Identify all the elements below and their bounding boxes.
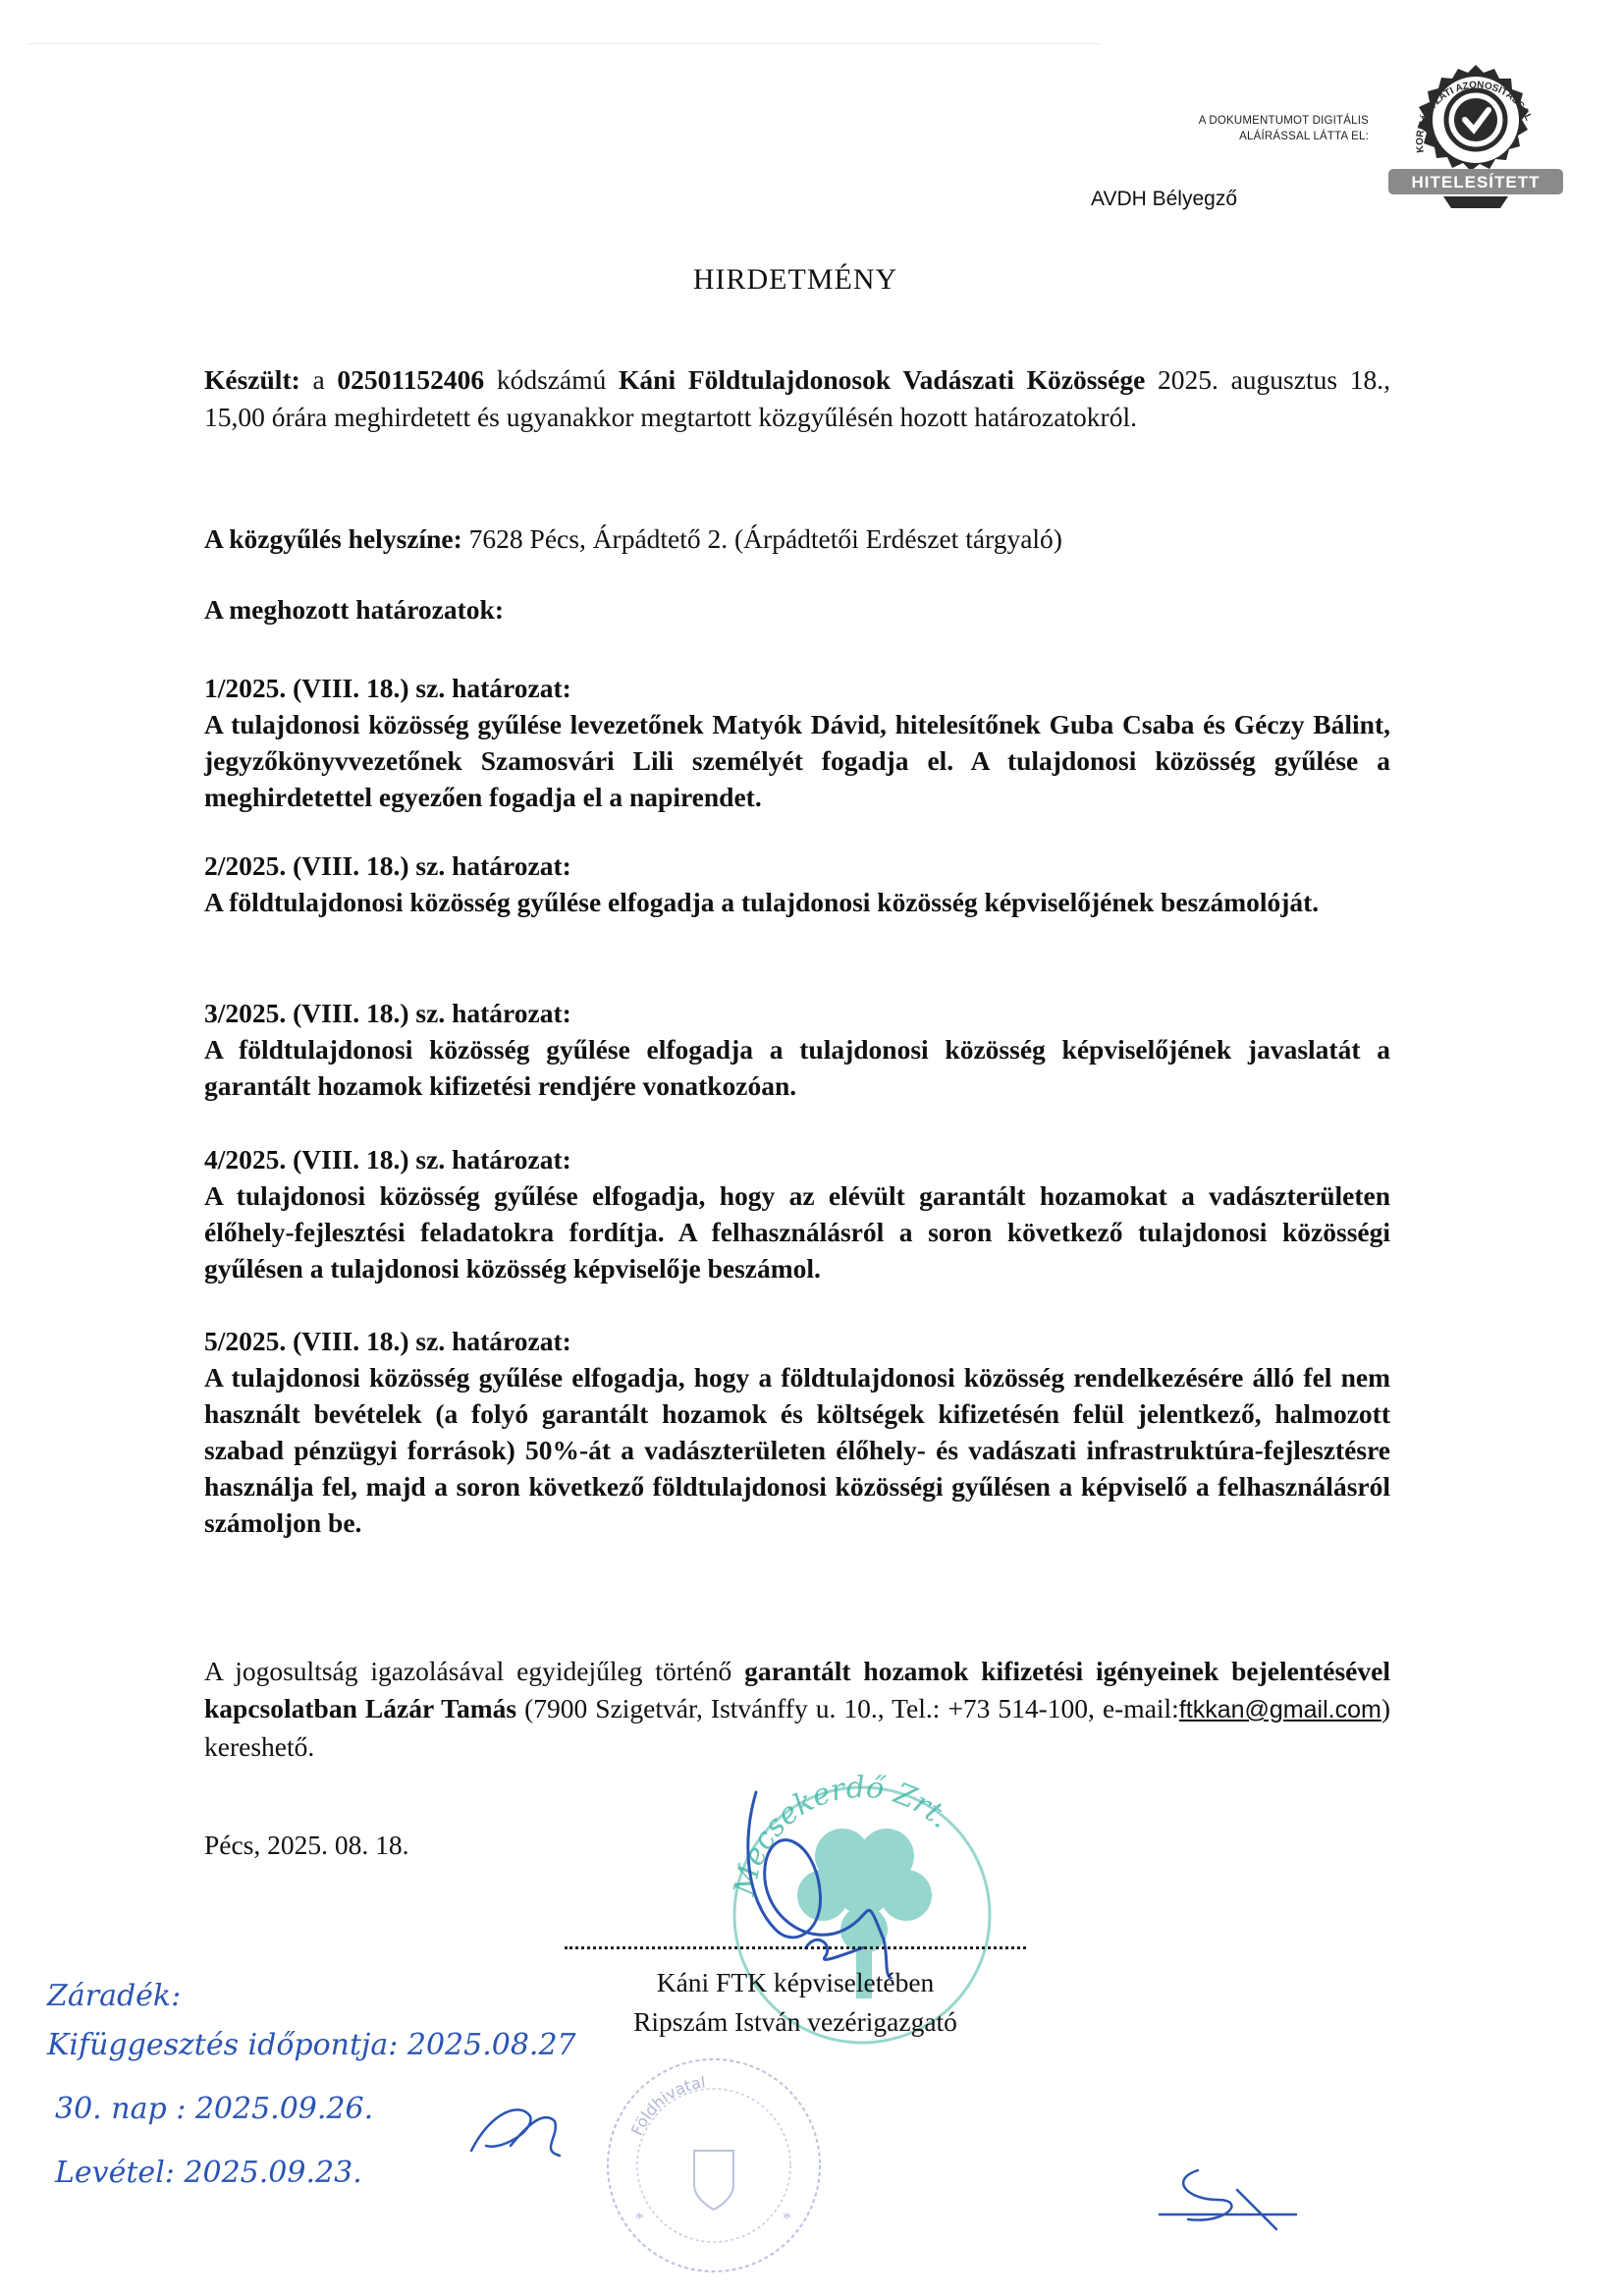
company-stamp-text: Mecsekerdő Zrt. [727,1770,958,1899]
signatory-name: Ripszám István vezérigazgató [633,2006,957,2037]
office-stamp-text: Földhivatal [626,2072,707,2139]
handwritten-note-removed: Levétel: 2025.09.23. [55,2156,362,2190]
resolution-title: 3/2025. (VIII. 18.) sz. határozat: [204,998,571,1028]
resolution-text: A földtulajdonosi közösség gyűlése elfogadja a tulajdonosi közösség képviselőjének beszámolóját. [204,887,1320,917]
resolution-text: A tulajdonosi közösség gyűlése levezetőnek Matyók Dávid, hitelesítőnek Guba Csaba és Géczy Bálint, jegyzőkönyvvezetőnek Szamosvári Lili személyét fogadja el. A tulajdonosi közösség gyűlése a meghirdetettel egyezően fogadja el a napirendet. [204,709,1390,812]
contact-part1: A jogosultság igazolásával egyidejűleg történő [204,1656,732,1686]
signature-dotted-line [565,1946,1026,1949]
svg-text:*: * [783,2209,791,2228]
contact-part2: (7900 Szigetvár, Istvánffy u. 10., Tel.: +73 514-100, e-mail: [524,1693,1179,1723]
handwritten-signature-icon [736,1782,903,1979]
caption-line-2: ALÁÍRÁSSAL LÁTTA EL: [1239,131,1369,142]
caption-line-1: A DOKUMENTUMOT DIGITÁLIS [1198,115,1369,127]
resolution-1 [204,670,1390,815]
scan-edge-line [29,43,1100,44]
document-title: HIRDETMÉNY [692,263,898,296]
government-authentication-seal-icon [1382,59,1569,226]
seal-banner-text: HITELESÍTETT [1411,173,1541,191]
intro-kodszamu: kódszámú [496,364,607,395]
contact-bold: garantált hozamok kifizetési igényeinek bejelentésével kapcsolatban Lázár Tamás [204,1656,1390,1723]
resolution-title: 4/2025. (VIII. 18.) sz. határozat: [204,1144,571,1175]
resolution-text: A tulajdonosi közösség gyűlése elfogadja, hogy az elévült garantált hozamokat a vadászterületen élőhely-fejlesztési feladatokra fordítja. A felhasználásról a soron következő tulajdonosi közösségi gyűlésen a tulajdonosi közösség képviselője beszámol. [204,1180,1390,1284]
venue-value: 7628 Pécs, Árpádtető 2. (Árpádtetői Erdészet tárgyaló) [468,523,1062,554]
svg-text:*: * [635,2209,644,2228]
signatory-role: Káni FTK képviseletében [656,1967,935,1997]
handwritten-note-posted: Kifüggesztés időpontja: 2025.08.27 [47,2028,576,2062]
intro-code: 02501152406 [337,364,485,395]
venue-paragraph [204,520,1390,558]
handwritten-initials-icon [461,2092,569,2170]
place-and-date: Pécs, 2025. 08. 18. [204,1830,409,1860]
avdh-stamp-label: AVDH Bélyegző [1091,188,1238,210]
contact-paragraph [204,1653,1390,1766]
intro-paragraph [204,361,1390,436]
svg-text:Földhivatal [627,2072,707,2138]
bottom-right-initials-icon [1159,2160,1306,2239]
handwritten-note-30-days: 30. nap : 2025.09.26. [55,2092,374,2126]
intro-community: Káni Földtulajdonosok Vadászati Közössége [619,364,1146,395]
handwritten-note-heading: Záradék: [47,1979,182,2013]
resolution-5 [204,1323,1390,1541]
contact-email-link[interactable]: ftkkan@gmail.com [1178,1696,1381,1723]
resolutions-heading [204,591,1390,629]
resolution-text: A tulajdonosi közösség gyűlése elfogadja, hogy a földtulajdonosi közösség rendelkezésére álló fel nem használt bevételek (a folyó garantált hozamok és költségek kifizetésén felül jelentkező, halmozott szabad pénzügyi források) 50%-át a vadászterületen élőhely- és vadászati infrastruktúra-fejlesztésre használja fel, majd a soron következő földtulajdonosi közösségi gyűlésen a képviselő a felhasználásról számoljon be. [204,1362,1390,1538]
resolution-2 [204,847,1390,920]
resolution-title: 5/2025. (VIII. 18.) sz. határozat: [204,1326,571,1356]
seal-arc-text: KORMÁNYZATI AZONOSÍTÁSSAL [1414,80,1535,154]
resolution-title: 2/2025. (VIII. 18.) sz. határozat: [204,850,571,881]
intro-a: a [312,364,325,395]
resolution-text: A földtulajdonosi közösség gyűlése elfogadja a tulajdonosi közösség képviselőjének javaslatát a garantált hozamok kifizetési rendjére vonatkozóan. [204,1034,1390,1101]
digital-signature-caption [1199,113,1369,144]
land-office-stamp-icon [596,2048,832,2283]
intro-rest: 2025. augusztus 18., 15,00 órára meghirdetett és ugyanakkor megtartott közgyűlésén hozott határozatokról. [204,364,1390,432]
resolution-title: 1/2025. (VIII. 18.) sz. határozat: [204,673,571,703]
resolution-4 [204,1141,1390,1286]
intro-label: Készült: [204,364,300,395]
resolution-3 [204,995,1390,1104]
venue-label: A közgyűlés helyszíne: [204,523,462,554]
resolutions-heading-text: A meghozott határozatok: [204,594,504,625]
contact-part3: ) kereshető. [204,1693,1390,1762]
